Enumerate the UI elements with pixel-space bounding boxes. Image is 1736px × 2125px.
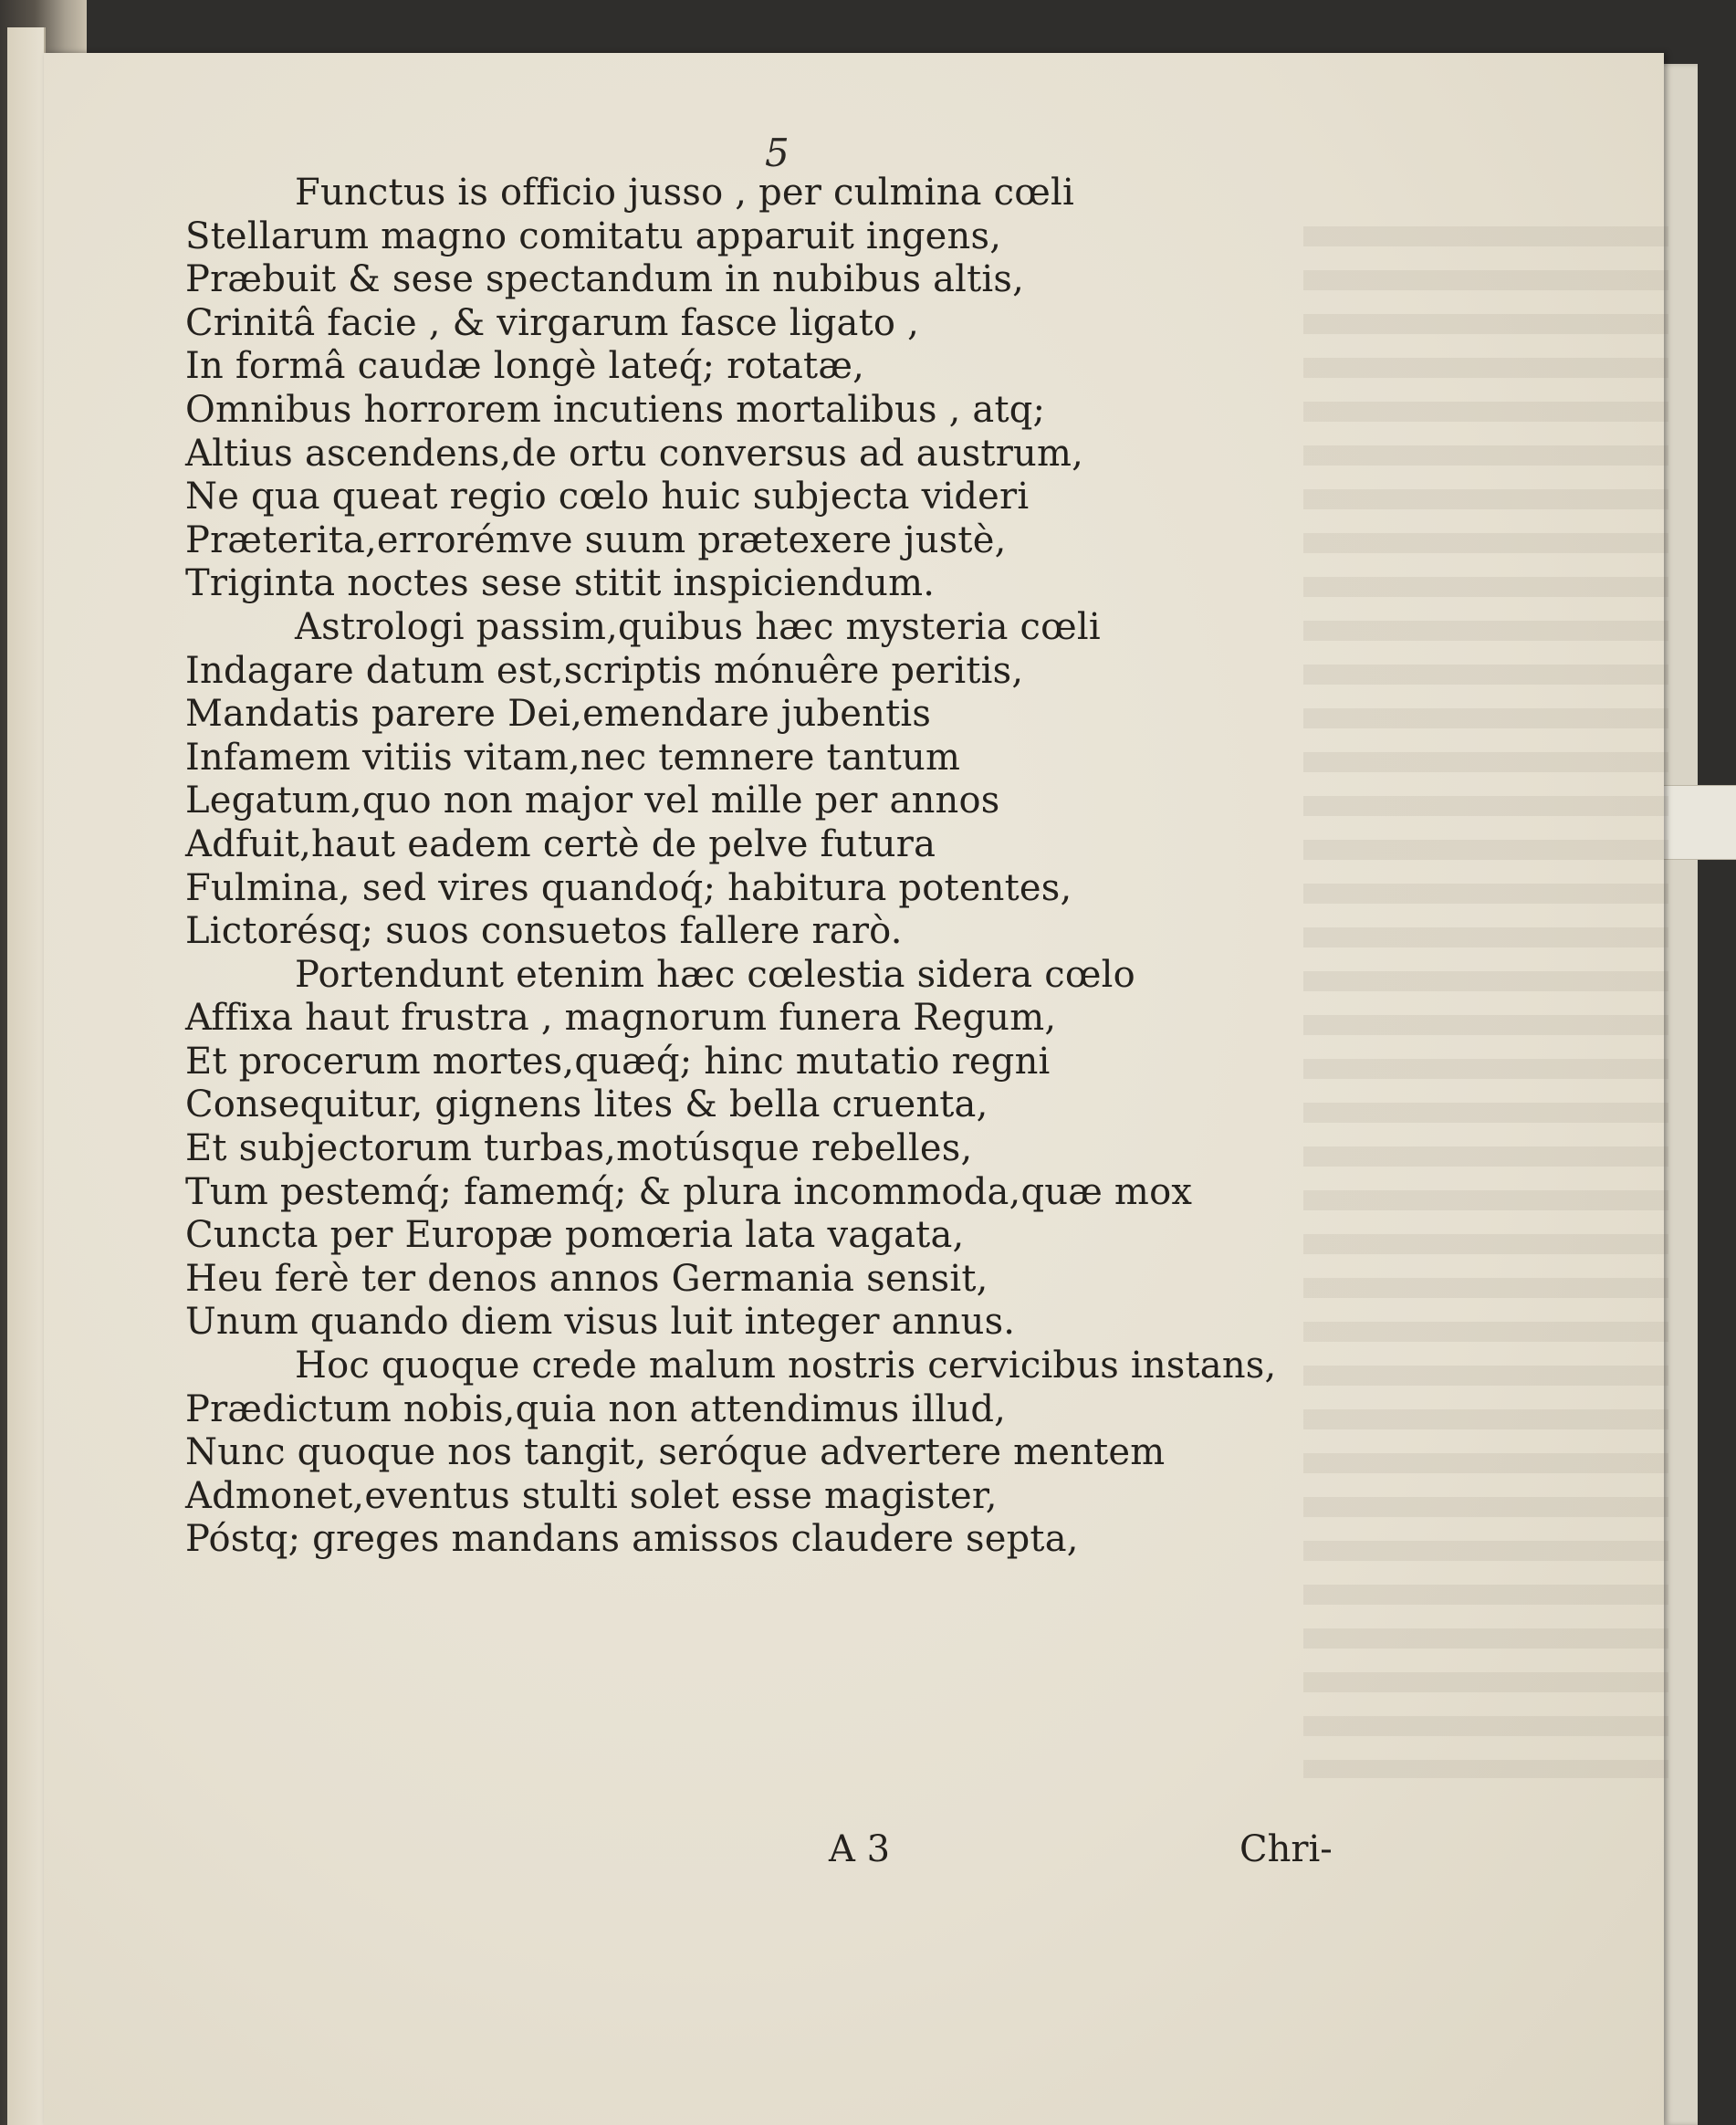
verse-line: Fulmina, sed vires quandoq́; habitura potentes, xyxy=(185,866,1072,909)
verse-line: Póstq; greges mandans amissos claudere septa, xyxy=(185,1518,1079,1561)
verse-line: Lictorésq; suos consuetos fallere rarò. xyxy=(185,910,903,953)
verse-line: Hoc quoque crede malum nostris cervicibus instans, xyxy=(295,1345,1277,1387)
verse-line: Heu ferè ter denos annos Germania sensit, xyxy=(185,1257,988,1300)
verse-line: Præbuit & sese spectandum in nubibus altis, xyxy=(185,258,1025,301)
verse-line: Mandatis parere Dei,emendare jubentis xyxy=(185,693,932,736)
verse-line: Et subjectorum turbas,motúsque rebelles, xyxy=(185,1127,973,1170)
verse-line: Et procerum mortes,quæq́; hinc mutatio regni xyxy=(185,1040,1051,1083)
left-page-edge xyxy=(7,27,46,2125)
page-tab-marker xyxy=(1661,785,1736,860)
verse-line: Ne qua queat regio cœlo huic subjecta videri xyxy=(185,476,1030,518)
verse-line: Legatum,quo non major vel mille per annos xyxy=(185,780,1000,822)
verse-line: Adfuit,haut eadem certè de pelve futura xyxy=(185,822,936,865)
verse-line: Altius ascendens,de ortu conversus ad austrum, xyxy=(185,432,1084,475)
verse-text-block xyxy=(185,172,1600,1562)
verse-line: Infamem vitiis vitam,nec temnere tantum xyxy=(185,736,961,779)
verse-line: Tum pestemq́; famemq́; & plura incommoda,quæ mox xyxy=(185,1170,1193,1213)
verse-line: Cuncta per Europæ pomœria lata vagata, xyxy=(185,1214,965,1257)
verse-line: Admonet,eventus stulti solet esse magister, xyxy=(185,1474,998,1517)
signature-mark: A 3 xyxy=(829,1828,891,1870)
verse-line: Unum quando diem visus luit integer annus. xyxy=(185,1301,1016,1344)
verse-line: Omnibus horrorem incutiens mortalibus , atq; xyxy=(185,388,1046,431)
page-number: 5 xyxy=(765,131,790,175)
verse-line: Nunc quoque nos tangit, seróque advertere mentem xyxy=(185,1431,1166,1474)
book-page xyxy=(44,53,1664,2125)
verse-line: Consequitur, gignens lites & bella cruenta, xyxy=(185,1083,988,1126)
verse-line: Stellarum magno comitatu apparuit ingens, xyxy=(185,215,1002,257)
catchword: Chri- xyxy=(1239,1828,1333,1870)
verse-line: Affixa haut frustra , magnorum funera Regum, xyxy=(185,997,1057,1040)
verse-line: Indagare datum est,scriptis mónuêre peritis, xyxy=(185,649,1024,692)
verse-line: Crinitâ facie , & virgarum fasce ligato , xyxy=(185,301,919,344)
verse-line: Functus is officio jusso , per culmina cœli xyxy=(295,172,1074,214)
verse-line: Præterita,errorémve suum prætexere justè, xyxy=(185,518,1007,561)
verse-line: Prædictum nobis,quia non attendimus illud, xyxy=(185,1387,1007,1430)
verse-line: Triginta noctes sese stitit inspiciendum. xyxy=(185,562,936,605)
verse-line: In formâ caudæ longè lateq́; rotatæ, xyxy=(185,345,865,388)
verse-line: Astrologi passim,quibus hæc mysteria cœli xyxy=(295,605,1101,648)
verse-line: Portendunt etenim hæc cœlestia sidera cœlo xyxy=(295,953,1135,996)
